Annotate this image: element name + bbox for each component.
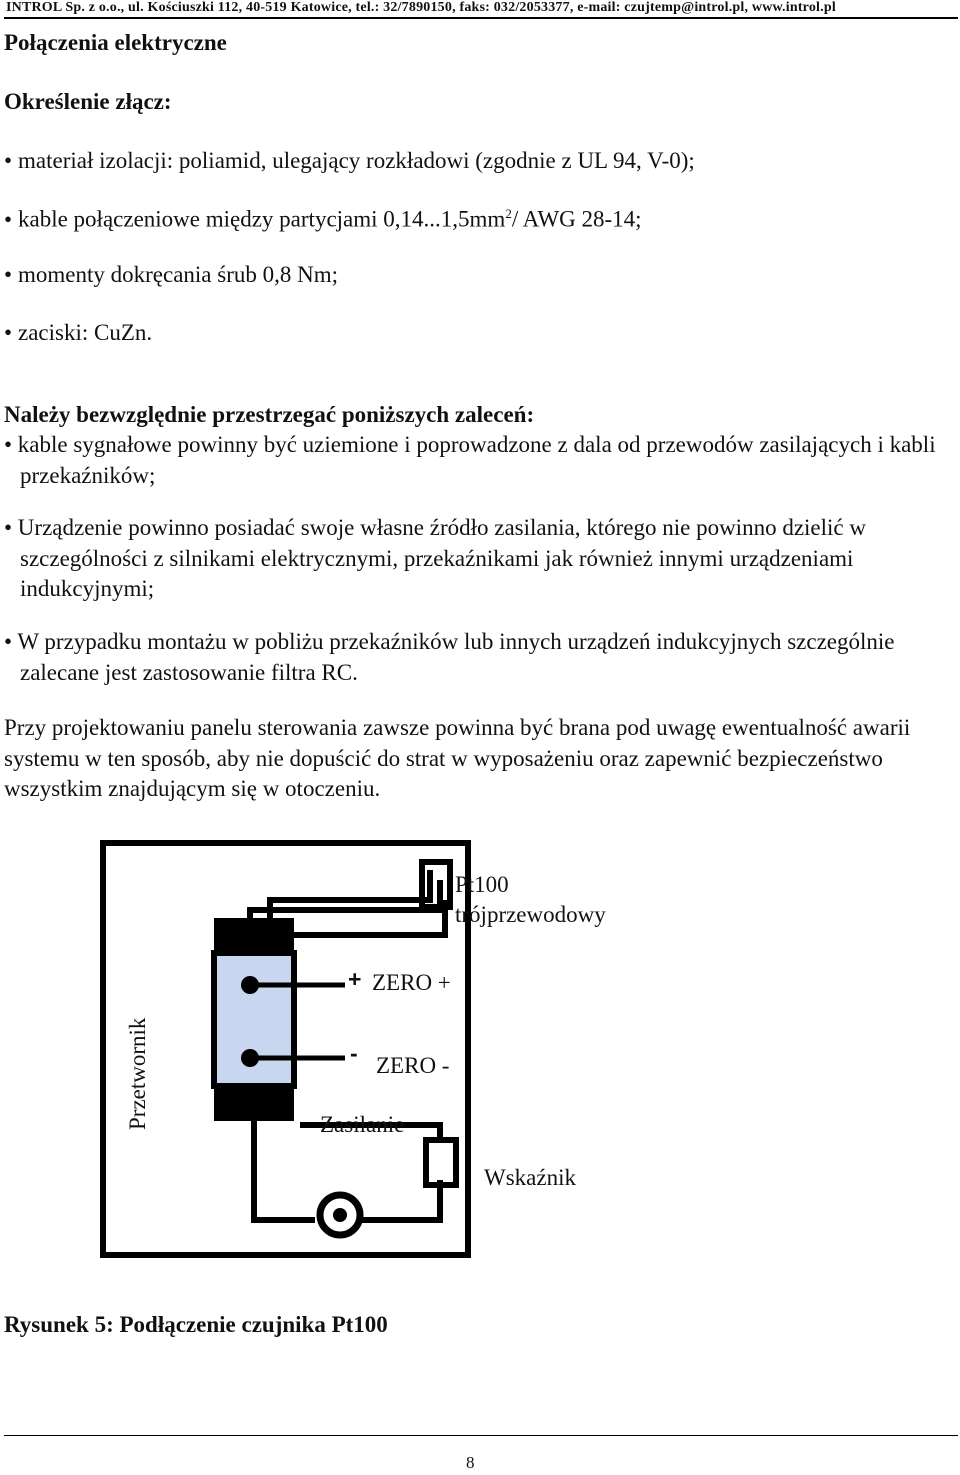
transmitter-label: Przetwornik xyxy=(125,1017,150,1130)
section-title: Połączenia elektryczne xyxy=(4,30,227,55)
recommendations-heading: Należy bezwzględnie przestrzegać poniższych zaleceń: xyxy=(4,402,535,427)
figure-caption: Rysunek 5: Podłączenie czujnika Pt100 xyxy=(4,1312,388,1337)
minus-sign: - xyxy=(350,1040,358,1066)
wire-return xyxy=(254,1121,315,1220)
sensor-label-line2: trójprzewodowy xyxy=(455,902,606,927)
indicator-label: Wskaźnik xyxy=(484,1165,576,1190)
plus-sign: + xyxy=(348,966,362,992)
supply-label: Zasilanie xyxy=(320,1112,405,1137)
terminal-minus xyxy=(241,1049,259,1067)
indicator-symbol xyxy=(426,1140,456,1185)
transmitter-top-cap xyxy=(214,918,294,953)
spec-bullet-terminals: • zaciski: CuZn. xyxy=(4,320,153,345)
sensor-label-line1: Pt100 xyxy=(455,872,509,897)
transmitter-bottom-cap xyxy=(214,1086,294,1121)
page-number: 8 xyxy=(466,1453,475,1472)
subsection-title: Określenie złącz: xyxy=(4,89,172,114)
footer-divider xyxy=(4,1435,958,1436)
spec-bullet-text: kable połączeniowe między partycjami 0,14...1,5mm xyxy=(18,206,506,232)
zero-plus-label: ZERO + xyxy=(372,970,451,995)
supply-source-core xyxy=(333,1208,347,1222)
superscript: 2 xyxy=(505,206,512,221)
spec-bullet-torque: • momenty dokręcania śrub 0,8 Nm; xyxy=(4,262,339,287)
spec-bullet-suffix: / AWG 28-14; xyxy=(511,206,642,232)
recommendation-signal-cables: • kable sygnałowe powinny być uziemione i poprowadzone z dala od przewodów zasilających i kabli przekaźników; xyxy=(4,432,936,488)
zero-minus-label: ZERO - xyxy=(376,1053,450,1078)
spec-bullet-text: momenty dokręcania śrub 0,8 Nm; xyxy=(18,262,339,287)
page-header: INTROL Sp. z o.o., ul. Kościuszki 112, 40-519 Katowice, tel.: 32/7890150, faks: 032/2053377, e-mail: czujtemp@introl.pl, www.introl.pl xyxy=(6,0,836,15)
spec-bullet-cables: • kable połączeniowe między partycjami $0,14...1,5mm^2/$ AWG 28-14; xyxy=(4,206,642,232)
recommendation-power-source: • Urządzenie powinno posiadać swoje własne źródło zasilania, którego nie powinno dzielić w szczególności z silnikami elektrycznymi, przekaźnikami jak również innymi urządzeniami indukcyjnymi; xyxy=(4,515,866,601)
terminal-plus xyxy=(241,976,259,994)
header-divider xyxy=(4,17,958,19)
spec-bullet-insulation: • materiał izolacji: poliamid, ulegający rozkładowi (zgodnie z UL 94, V-0); xyxy=(4,148,695,173)
spec-bullet-text: zaciski: CuZn. xyxy=(18,320,153,345)
design-note: Przy projektowaniu panelu sterowania zawsze powinna być brana pod uwagę ewentualność awarii systemu w ten sposób, aby nie dopuścić do strat w wyposażeniu oraz zapewnić bezpieczeństwo wszystkim znajdującym się w otoczeniu. xyxy=(4,715,911,801)
spec-bullet-text: materiał izolacji: poliamid, ulegający rozkładowi (zgodnie z UL 94, V-0); xyxy=(18,148,695,173)
wiring-diagram xyxy=(100,840,620,1270)
recommendation-rc-filter: • W przypadku montażu w pobliżu przekaźników lub innych urządzeń indukcyjnych szczególnie zalecane jest zastosowanie filtra RC. xyxy=(4,629,895,685)
